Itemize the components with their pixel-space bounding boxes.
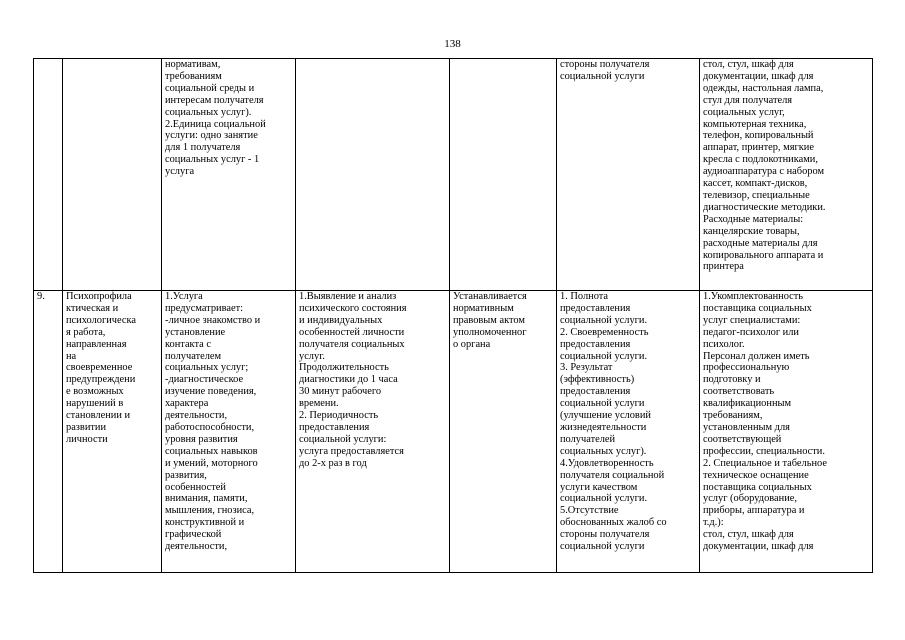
cell-rates bbox=[450, 59, 557, 291]
cell-number bbox=[34, 59, 63, 291]
cell-service-content: нормативам, требованиям социальной среды и интересам получателя социальных услуг). 2.Единица социальной услуги: одно занятие для 1 получателя социальных услуг - 1 услуга bbox=[162, 59, 296, 291]
services-table bbox=[33, 58, 873, 573]
cell-service-name: Психопрофила ктическая и психологическа я работа, направленная на своевременное предупреждени е возможных нарушений в становлении и развитии личности bbox=[63, 291, 162, 573]
cell-service-name bbox=[63, 59, 162, 291]
page-number: 138 bbox=[444, 38, 461, 50]
table-row bbox=[34, 59, 873, 291]
cell-timing bbox=[296, 59, 450, 291]
cell-conditions: 1.Укомплектованность поставщика социальных услуг специалистами: педагог-психолог или психолог. Персонал должен иметь профессиональную подготовку и соответствовать квалификационным требованиям, установленным для соответствующей профессии, специальности. 2. Специальное и табельное техническое оснащение поставщика социальных услуг (оборудование, приборы, аппаратура и т.д.): стол, стул, шкаф для документации, шкаф для bbox=[700, 291, 873, 573]
cell-quality: стороны получателя социальной услуги bbox=[557, 59, 700, 291]
cell-service-content: 1.Услуга предусматривает: -личное знакомство и установление контакта с получателем социальных услуг; -диагностическое изучение поведения, характера деятельности, работоспособности, уровня развития социальных навыков и умений, моторного развития, особенностей внимания, памяти, мышления, гнозиса, конструктивной и графической деятельности, bbox=[162, 291, 296, 573]
cell-rates: Устанавливается нормативным правовым актом уполномоченног о органа bbox=[450, 291, 557, 573]
cell-quality: 1. Полнота предоставления социальной услуги. 2. Своевременность предоставления социальной услуги. 3. Результат (эффективность) предоставления социальной услуги (улучшение условий жизнедеятельности получателей социальных услуг). 4.Удовлетворенность получателя социальной услуги качеством социальной услуги. 5.Отсутствие обоснованных жалоб со стороны получателя социальной услуги bbox=[557, 291, 700, 573]
cell-timing: 1.Выявление и анализ психического состояния и индивидуальных особенностей личности получателя социальных услуг. Продолжительность диагностики до 1 часа 30 минут рабочего времени. 2. Периодичность предоставления социальной услуги: услуга предоставляется до 2-х раз в год bbox=[296, 291, 450, 573]
cell-conditions: стол, стул, шкаф для документации, шкаф для одежды, настольная лампа, стул для получателя социальных услуг, компьютерная техника, телефон, копировальный аппарат, принтер, мягкие кресла с подлокотниками, аудиоаппаратура с набором кассет, компакт-дисков, телевизор, специальные диагностические методики. Расходные материалы: канцелярские товары, расходные материалы для копировального аппарата и принтера bbox=[700, 59, 873, 291]
cell-number: 9. bbox=[34, 291, 63, 573]
table-row bbox=[34, 291, 873, 573]
